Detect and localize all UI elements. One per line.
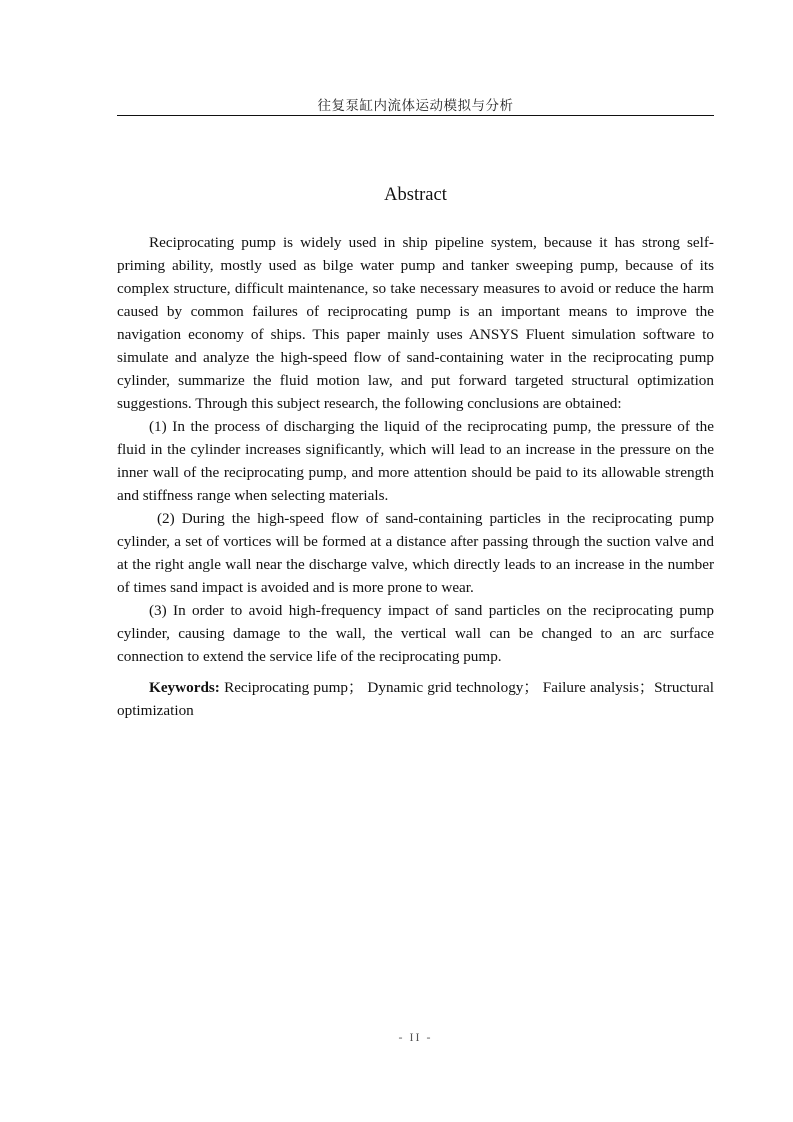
conclusion-paragraph-3: (3) In order to avoid high-frequency impact of sand particles on the reciprocating pump cylinder, causing damage to the wall, the vertical wall can be changed to an arc surface connection to extend the service life of the reciprocating pump. xyxy=(117,602,714,665)
abstract-title: Abstract xyxy=(384,185,447,205)
header-rule xyxy=(117,115,714,116)
running-header: 往复泵缸内流体运动模拟与分析 xyxy=(317,98,514,113)
conclusion-paragraph-1: (1) In the process of discharging the liquid of the reciprocating pump, the pressure of the fluid in the cylinder increases significantly, which will lead to an increase in the pressure on the inner wall of the reciprocating pump, and more attention should be paid to its allowable strength and stiffness range when selecting materials. xyxy=(117,418,714,504)
page-number: - II - xyxy=(398,1030,433,1044)
conclusion-paragraph-2: (2) During the high-speed flow of sand-containing particles in the reciprocating pump cylinder, a set of vortices will be formed at a distance after passing through the suction valve and at the right angle wall near the discharge valve, which directly leads to an increase in the number of times sand impact is avoided and is more prone to wear. xyxy=(117,510,714,596)
keywords-label: Keywords: xyxy=(149,679,220,696)
abstract-paragraph-intro: Reciprocating pump is widely used in ship pipeline system, because it has strong self-priming ability, mostly used as bilge water pump and tanker sweeping pump, because of its complex structure, difficult maintenance, so take necessary measures to avoid or reduce the harm caused by common failures of reciprocating pump is an important means to improve the navigation economy of ships. This paper mainly uses ANSYS Fluent simulation software to simulate and analyze the high-speed flow of sand-containing water in the reciprocating pump cylinder, summarize the fluid motion law, and put forward targeted structural optimization suggestions. Through this subject research, the following conclusions are obtained: xyxy=(117,234,714,412)
keywords-line xyxy=(117,676,714,722)
abstract-body xyxy=(117,231,714,722)
keywords-text: Reciprocating pump； Dynamic grid technology； Failure analysis；Structural optimization xyxy=(117,679,714,719)
